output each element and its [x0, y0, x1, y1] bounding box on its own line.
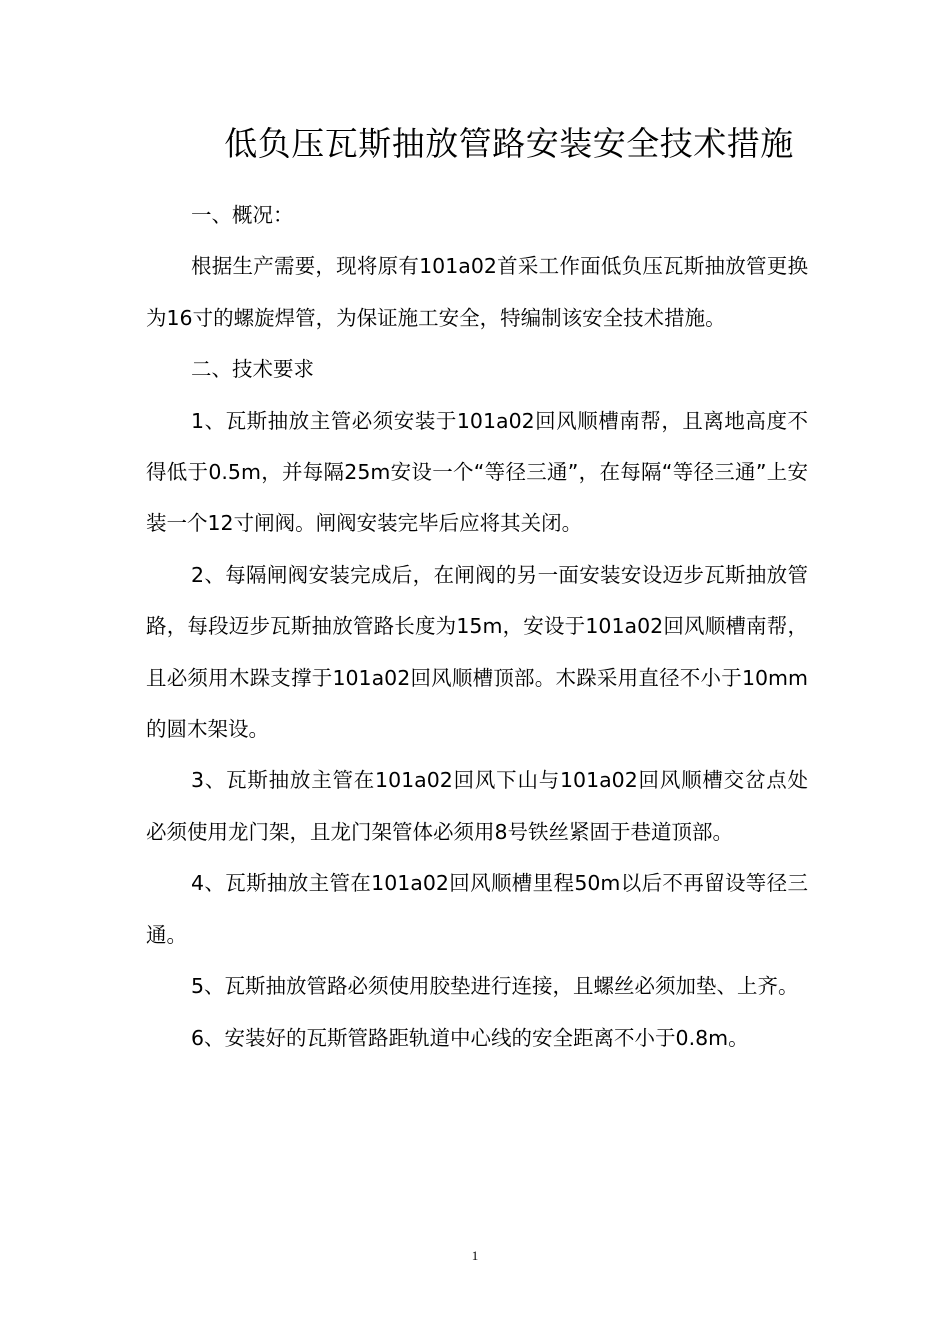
- page-number: 1: [471, 1248, 479, 1263]
- document-title: 低负压瓦斯抽放管路安装安全技术措施: [224, 124, 794, 163]
- requirement-item-1: 1、瓦斯抽放主管必须安装于101a02回风顺槽南帮，且离地高度不得低于0.5m，并每隔25m安设一个“等径三通”，在每隔“等径三通”上安装一个12寸闸阀。闸阀安装完毕后应将其关闭。: [146, 408, 808, 536]
- requirement-item-2: 2、每隔闸阀安装完成后，在闸阀的另一面安装安设迈步瓦斯抽放管路，每段迈步瓦斯抽放管路长度为15m，安设于101a02回风顺槽南帮，且必须用木跺支撑于101a02回风顺槽顶部。木跺采用直径不小于10mm的圆木架设。: [146, 562, 808, 742]
- requirement-item-3: 3、瓦斯抽放主管在101a02回风下山与101a02回风顺槽交岔点处必须使用龙门架，且龙门架管体必须用8号铁丝紧固于巷道顶部。: [146, 768, 808, 844]
- requirement-item-4: 4、瓦斯抽放主管在101a02回风顺槽里程50m以后不再留设等径三通。: [146, 871, 808, 947]
- requirement-item-6: 6、安装好的瓦斯管路距轨道中心线的安全距离不小于0.8m。: [191, 1025, 749, 1050]
- overview-paragraph: 根据生产需要，现将原有101a02首采工作面低负压瓦斯抽放管更换为16寸的螺旋焊管，为保证施工安全，特编制该安全技术措施。: [146, 254, 808, 330]
- section-heading-overview: 一、概况：: [191, 203, 294, 227]
- document-body: [146, 190, 808, 1064]
- section-heading-technical-requirements: 二、技术要求: [191, 357, 314, 382]
- requirement-item-5: 5、瓦斯抽放管路必须使用胶垫进行连接，且螺丝必须加垫、上齐。: [191, 974, 799, 999]
